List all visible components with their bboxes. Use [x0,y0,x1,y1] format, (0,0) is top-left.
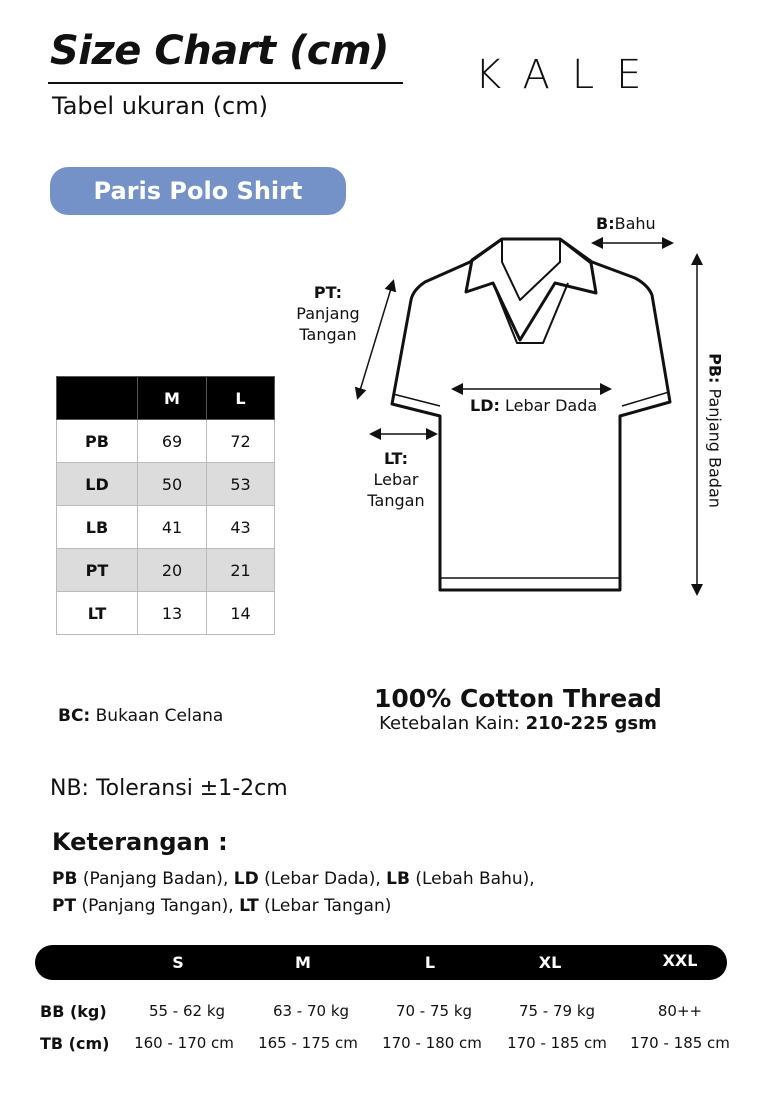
brand-logo: KALE [475,52,664,98]
legend-title: Keterangan : [52,828,228,856]
page-title: Size Chart (cm) [50,28,389,74]
header-cell: L [207,377,275,420]
page-subtitle: Tabel ukuran (cm) [52,92,268,120]
fabric-info: 100% Cotton Thread Ketebalan Kain: 210-225 gsm [368,684,668,734]
label-panjang-badan: PB: Panjang Badan [705,353,725,508]
fabric-title: 100% Cotton Thread [374,684,662,713]
label-lebar-tangan: LT: Lebar Tangan [367,449,425,510]
label-lebar-dada: LD: Lebar Dada [470,396,598,415]
product-name-badge: Paris Polo Shirt [50,167,346,215]
size-table [56,376,275,635]
table-row: LD 50 53 [57,463,275,506]
header-cell: M [138,377,207,420]
label-bahu: B:Bahu [596,214,656,233]
fit-table-header: S M L XL XXL [35,945,727,980]
table-row: LB 41 43 [57,506,275,549]
header-cell [57,377,138,420]
table-row: PB 69 72 [57,420,275,463]
table-row: LT 13 14 [57,592,275,635]
tolerance-note: NB: Toleransi ±1-2cm [50,776,288,801]
bc-label: BC: Bukaan Celana [58,706,224,726]
legend-text: PB (Panjang Badan), LD (Lebar Dada), LB (Lebah Bahu), PT (Panjang Tangan), LT (Lebar Tangan) [52,869,535,916]
fit-row-weight: BB (kg) 55 - 62 kg 63 - 70 kg 70 - 75 kg 75 - 79 kg 80++ [40,1002,703,1021]
fit-row-height: TB (cm) 160 - 170 cm 165 - 175 cm 170 - 180 cm 170 - 185 cm 170 - 185 cm [40,1034,730,1053]
table-row: PT 20 21 [57,549,275,592]
label-panjang-tangan: PT: Panjang Tangan [296,283,360,344]
